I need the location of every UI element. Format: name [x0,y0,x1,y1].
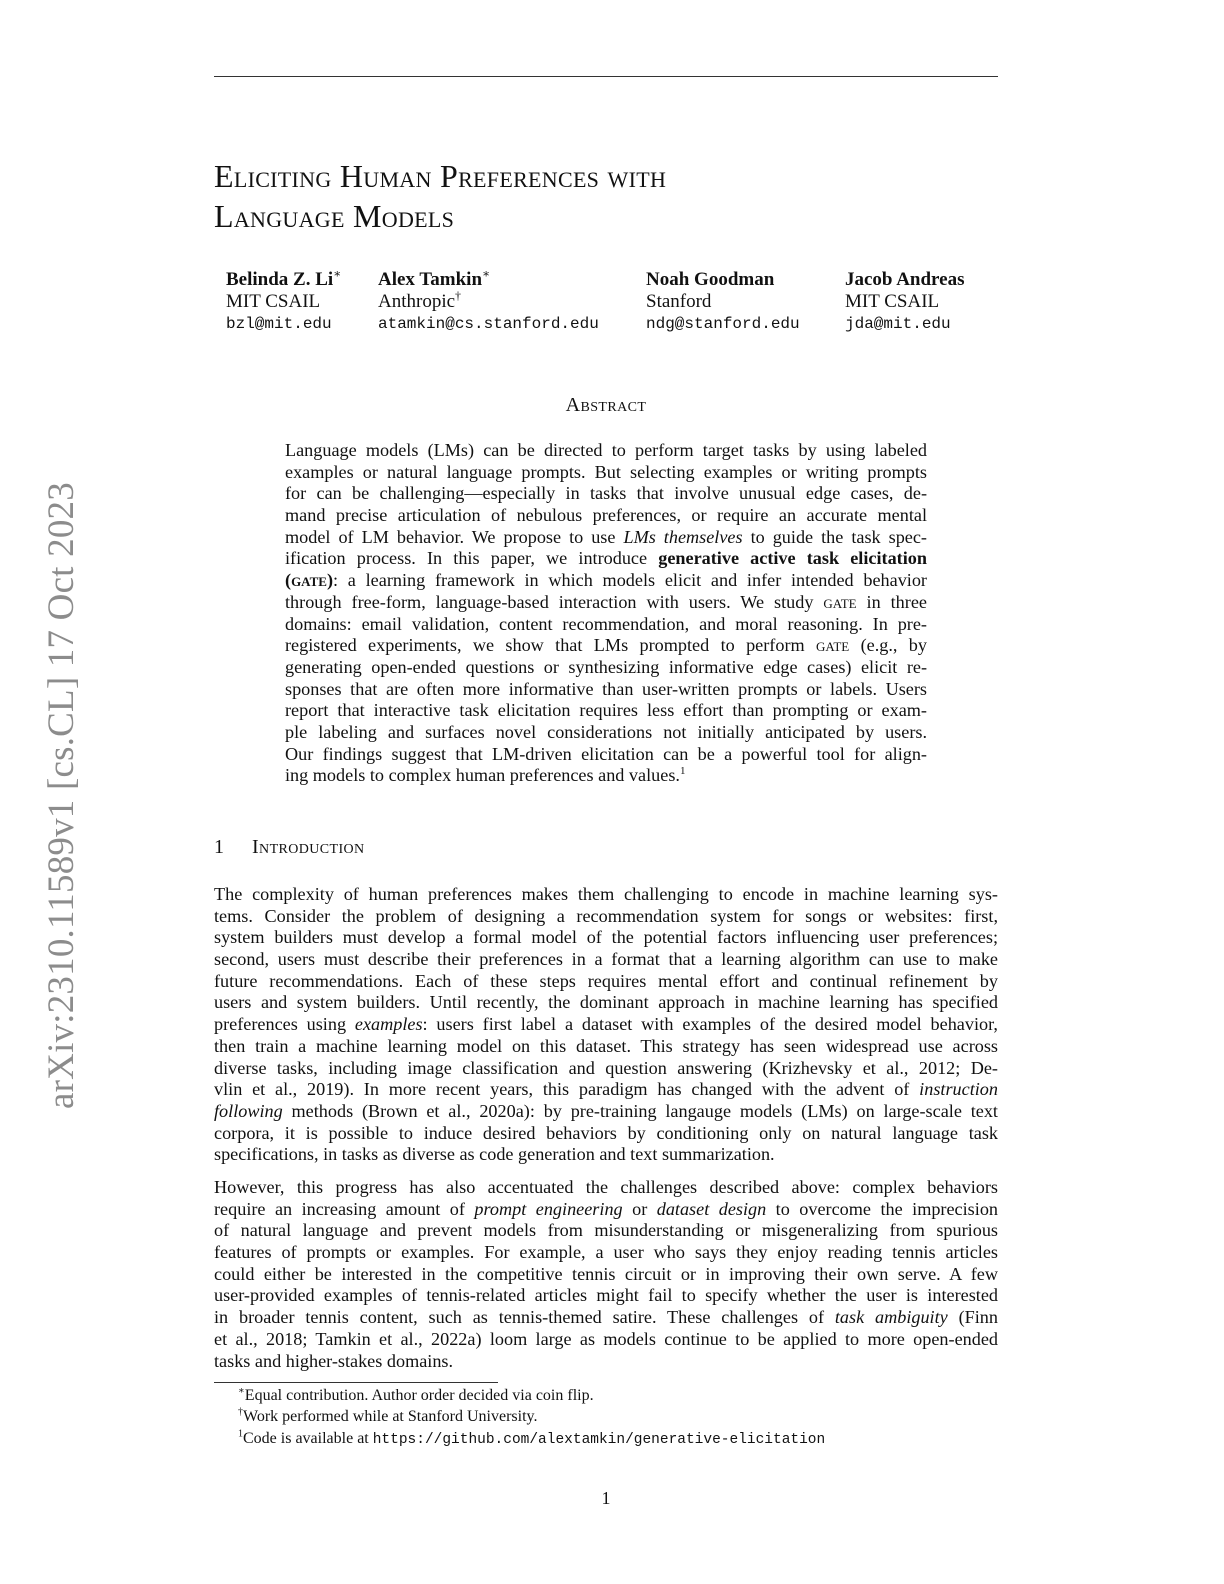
text-line: tasks and higher-stakes domains. [214,1350,454,1371]
footnote [238,1429,825,1450]
text-line: system builders must develop a formal model of the potential factors influencing user preferences; [214,927,998,948]
abstract-line: sponses that are often more informative than user-written prompts or labels. Users [285,678,927,699]
abstract-line: registered experiments, we show that LMs prompted to perform gate (e.g., by [285,635,927,656]
abstract-line: Our findings suggest that LM-driven elicitation can be a powerful tool for align- [285,743,927,764]
section-title: Introduction [252,836,365,858]
footnote-text: Work performed while at Stanford University. [243,1408,538,1425]
author-email[interactable]: atamkin@cs.stanford.edu [378,315,599,333]
text-line: then train a machine learning model on this dataset. This strategy has seen widespread use across [214,1035,998,1056]
title-line: Eliciting Human Preferences with [214,158,667,194]
author-affiliation: Stanford [646,291,712,312]
author-affiliation: MIT CSAIL [226,291,321,312]
abstract-line: examples or natural language prompts. But selecting examples or writing prompts [285,461,927,482]
abstract-line: model of LM behavior. We propose to use LMs themselves to guide the task spec- [285,526,927,547]
author-name: Jacob Andreas [845,269,965,290]
section-heading-introduction [214,836,365,859]
text-line: following methods (Brown et al., 2020a): by pre-training langauge models (LMs) on large-scale text [214,1100,998,1121]
abstract-line: domains: email validation, content recommendation, and moral reasoning. In pre- [285,613,927,634]
footnote [238,1386,594,1406]
abstract-body [285,440,927,787]
abstract-line: mand precise articulation of nebulous preferences, or require an accurate mental [285,505,927,526]
author-block [226,266,342,335]
author-affiliation: Anthropic [378,291,456,312]
author-name: Noah Goodman [646,269,775,290]
footnote-rule [214,1382,498,1383]
text-line: in broader tennis content, such as tennis-themed satire. These challenges of task ambiguity (Finn [214,1307,998,1328]
arxiv-identifier[interactable]: arXiv:2310.11589v1 [cs.CL] 17 Oct 2023 [41,482,82,1109]
text-line: second, users must describe their preferences in a format that a learning algorithm can use to make [214,949,998,970]
author-email[interactable]: jda@mit.edu [845,315,951,333]
footnote-text: Equal contribution. Author order decided via coin flip. [244,1387,594,1404]
text-line: future recommendations. Each of these steps requires mental effort and continual refinement by [214,970,998,991]
top-rule [214,76,998,77]
abstract-line: generating open-ended questions or synthesizing informative edge cases) elicit re- [285,656,927,677]
abstract-line: ple labeling and surfaces novel considerations not initially anticipated by users. [285,721,927,742]
author-affiliation: MIT CSAIL [845,291,940,312]
abstract-line: Language models (LMs) can be directed to perform target tasks by using labeled [285,440,927,460]
footnote-mark: † [238,1406,243,1418]
text-line: vlin et al., 2019). In more recent years, this paradigm has changed with the advent of instruction [214,1079,998,1100]
footnote-mark: 1 [238,1428,243,1440]
title-line: Language Models [214,198,455,234]
text-line: et al., 2018; Tamkin et al., 2022a) loom large as models continue to be applied to more open-ended [214,1328,998,1349]
author-email[interactable]: ndg@stanford.edu [646,315,800,333]
text-line: diverse tasks, including image classification and question answering (Krizhevsky et al., 2012; De- [214,1057,998,1078]
author-name: Belinda Z. Li [226,269,334,290]
section-number: 1 [214,836,224,858]
author-mark: ∗ [482,266,491,281]
text-line: users and system builders. Until recently, the dominant approach in machine learning has specified [214,992,998,1013]
author-name: Alex Tamkin [378,269,483,290]
author-block [845,269,964,335]
text-line: specifications, in tasks as diverse as code generation and text summarization. [214,1144,775,1165]
text-line: preferences using examples: users first label a dataset with examples of the desired model behavior, [214,1014,998,1035]
author-email[interactable]: bzl@mit.edu [226,315,332,333]
author-mark: ∗ [333,266,342,281]
intro-paragraph [214,1177,998,1372]
text-line: features of prompts or examples. For example, a user who says they enjoy reading tennis articles [214,1242,998,1263]
text-line: user-provided examples of tennis-related articles might fail to specify whether the user is interested [214,1285,998,1306]
text-line: require an increasing amount of prompt engineering or dataset design to overcome the imprecision [214,1198,999,1219]
text-line: tems. Consider the problem of designing a recommendation system for songs or websites: first, [214,905,998,926]
footnote [238,1407,537,1427]
intro-paragraph [214,884,998,1166]
footnote-text: Code is available at [243,1430,373,1447]
abstract-line: report that interactive task elicitation requires less effort than prompting or exam- [285,700,927,721]
affiliation-mark: † [455,288,462,303]
paper-title [214,156,974,236]
text-line: The complexity of human preferences makes them challenging to encode in machine learning sys- [214,884,998,904]
abstract-line: for can be challenging—especially in tasks that involve unusual edge cases, de- [285,483,927,504]
text-line: corpora, it is possible to induce desired behaviors by conditioning only on natural language task [214,1122,998,1143]
text-line: However, this progress has also accentuated the challenges described above: complex behaviors [214,1177,998,1197]
abstract-line: (gate): a learning framework in which models elicit and infer intended behavior [285,570,927,591]
footnote-mark: ∗ [238,1385,245,1397]
abstract-heading: Abstract [565,394,647,416]
author-block [646,269,800,335]
text-line: of natural language and prevent models from misunderstanding or misgeneralizing from spurious [214,1220,998,1241]
abstract-line: ing models to complex human preferences and values.$^1$ [285,765,686,786]
code-link[interactable]: https://github.com/alextamkin/generative-elicitation [372,1432,826,1448]
page-number: 1 [601,1488,611,1508]
author-block [378,266,599,335]
abstract-line: ification process. In this paper, we introduce generative active task elicitation [285,548,927,569]
text-line: could either be interested in the competitive tennis circuit or in improving their own serve. A few [214,1263,998,1284]
abstract-line: through free-form, language-based interaction with users. We study gate in three [285,591,927,612]
